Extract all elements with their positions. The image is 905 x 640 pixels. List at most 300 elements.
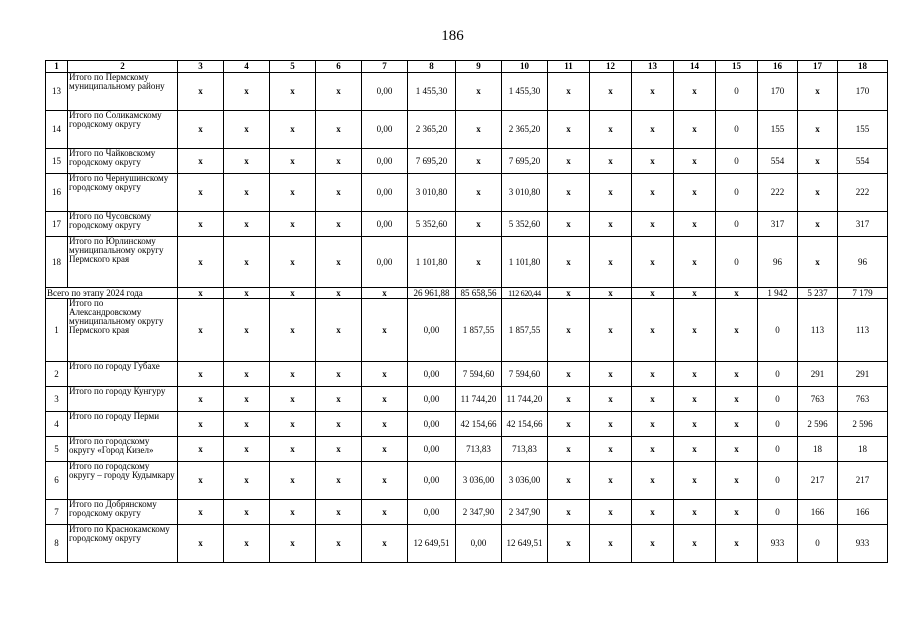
cell: x <box>178 412 224 437</box>
row-number: 5 <box>46 437 68 462</box>
cell: 5 352,60 <box>408 212 456 237</box>
cell: 0 <box>716 237 758 288</box>
cell: x <box>590 111 632 149</box>
cell: x <box>798 237 838 288</box>
cell: x <box>674 387 716 412</box>
cell: 2 347,90 <box>502 500 548 525</box>
cell: 0 <box>758 387 798 412</box>
cell: 155 <box>758 111 798 149</box>
column-header: 4 <box>224 61 270 73</box>
cell: x <box>632 387 674 412</box>
cell: x <box>270 387 316 412</box>
cell: x <box>590 462 632 500</box>
cell: 96 <box>838 237 888 288</box>
cell: x <box>178 299 224 362</box>
cell: x <box>224 212 270 237</box>
cell: x <box>716 362 758 387</box>
cell: 222 <box>838 174 888 212</box>
cell: x <box>674 362 716 387</box>
column-header: 6 <box>316 61 362 73</box>
cell: x <box>224 437 270 462</box>
cell: 96 <box>758 237 798 288</box>
cell: x <box>362 412 408 437</box>
cell: x <box>632 149 674 174</box>
cell: x <box>178 237 224 288</box>
cell: 0,00 <box>362 149 408 174</box>
cell: x <box>632 437 674 462</box>
cell: 217 <box>798 462 838 500</box>
cell: x <box>548 212 590 237</box>
cell: x <box>548 387 590 412</box>
cell: 0,00 <box>408 437 456 462</box>
cell: x <box>798 174 838 212</box>
row-name: Итого по Чернушинскому городскому округу <box>68 174 178 212</box>
table-row <box>46 73 888 111</box>
cell: 0,00 <box>408 500 456 525</box>
cell: 554 <box>758 149 798 174</box>
cell: x <box>548 500 590 525</box>
cell: x <box>362 525 408 563</box>
cell: x <box>674 299 716 362</box>
cell: x <box>632 362 674 387</box>
cell: 3 010,80 <box>502 174 548 212</box>
cell: 42 154,66 <box>456 412 502 437</box>
cell: 0 <box>716 111 758 149</box>
cell: x <box>178 73 224 111</box>
row-name: Итого по Соликамскому городскому округу <box>68 111 178 149</box>
cell: x <box>590 237 632 288</box>
column-header: 3 <box>178 61 224 73</box>
cell: 2 347,90 <box>456 500 502 525</box>
allocation-table <box>45 60 888 563</box>
cell: x <box>178 111 224 149</box>
row-number: 7 <box>46 500 68 525</box>
table-row <box>46 174 888 212</box>
cell: x <box>590 149 632 174</box>
cell: x <box>316 288 362 299</box>
cell: x <box>590 212 632 237</box>
row-name: Итого по городскому округу – городу Кудымкару <box>68 462 178 500</box>
cell: 18 <box>798 437 838 462</box>
cell: x <box>316 500 362 525</box>
cell: x <box>632 500 674 525</box>
cell: x <box>674 111 716 149</box>
cell: x <box>632 73 674 111</box>
cell: x <box>178 212 224 237</box>
cell: x <box>178 174 224 212</box>
column-header: 15 <box>716 61 758 73</box>
cell: x <box>270 500 316 525</box>
cell: x <box>590 288 632 299</box>
column-header: 13 <box>632 61 674 73</box>
cell: 12 649,51 <box>502 525 548 563</box>
cell: 0,00 <box>408 387 456 412</box>
cell: x <box>362 362 408 387</box>
cell: 1 455,30 <box>502 73 548 111</box>
column-header: 17 <box>798 61 838 73</box>
row-number: 17 <box>46 212 68 237</box>
cell: x <box>224 111 270 149</box>
cell: 5 352,60 <box>502 212 548 237</box>
column-header: 18 <box>838 61 888 73</box>
cell: x <box>632 299 674 362</box>
cell: x <box>632 462 674 500</box>
row-number: 8 <box>46 525 68 563</box>
cell: x <box>316 387 362 412</box>
cell: x <box>224 462 270 500</box>
row-name: Итого по городу Перми <box>68 412 178 437</box>
cell: x <box>224 73 270 111</box>
row-number: 3 <box>46 387 68 412</box>
cell: x <box>270 174 316 212</box>
cell: 0,00 <box>408 299 456 362</box>
cell: x <box>674 73 716 111</box>
cell: x <box>456 111 502 149</box>
cell: x <box>674 237 716 288</box>
cell: x <box>456 73 502 111</box>
cell: x <box>224 299 270 362</box>
cell: x <box>270 299 316 362</box>
table-row <box>46 149 888 174</box>
cell: 166 <box>838 500 888 525</box>
column-header: 2 <box>68 61 178 73</box>
cell: 317 <box>758 212 798 237</box>
cell: 85 658,56 <box>456 288 502 299</box>
cell: x <box>674 149 716 174</box>
cell: x <box>270 362 316 387</box>
cell: x <box>548 437 590 462</box>
cell: x <box>270 212 316 237</box>
cell: x <box>178 288 224 299</box>
row-number: 15 <box>46 149 68 174</box>
cell: 26 961,88 <box>408 288 456 299</box>
cell: 1 101,80 <box>408 237 456 288</box>
row-name: Итого по Александровскому муниципальному округу Пермского края <box>68 299 178 362</box>
cell: x <box>224 500 270 525</box>
cell: x <box>674 500 716 525</box>
cell: x <box>798 149 838 174</box>
cell: x <box>548 462 590 500</box>
cell: 2 596 <box>838 412 888 437</box>
cell: 155 <box>838 111 888 149</box>
table-row <box>46 299 888 362</box>
cell: x <box>548 174 590 212</box>
cell: x <box>224 362 270 387</box>
cell: x <box>590 437 632 462</box>
cell: 11 744,20 <box>456 387 502 412</box>
cell: x <box>632 212 674 237</box>
cell: x <box>178 149 224 174</box>
column-header: 1 <box>46 61 68 73</box>
table-row <box>46 362 888 387</box>
cell: 7 594,60 <box>502 362 548 387</box>
cell: 0,00 <box>408 462 456 500</box>
cell: x <box>270 111 316 149</box>
cell: x <box>632 237 674 288</box>
cell: 1 101,80 <box>502 237 548 288</box>
cell: 1 857,55 <box>456 299 502 362</box>
cell: 7 179 <box>838 288 888 299</box>
cell: 217 <box>838 462 888 500</box>
row-number: 13 <box>46 73 68 111</box>
cell: x <box>316 149 362 174</box>
cell: x <box>316 237 362 288</box>
cell: x <box>224 174 270 212</box>
cell: x <box>716 412 758 437</box>
cell: x <box>270 437 316 462</box>
cell: 0 <box>716 212 758 237</box>
cell: 0,00 <box>456 525 502 563</box>
cell: x <box>178 462 224 500</box>
cell: 0,00 <box>362 237 408 288</box>
cell: x <box>456 174 502 212</box>
cell: 0 <box>758 437 798 462</box>
cell: 7 695,20 <box>502 149 548 174</box>
cell: x <box>716 462 758 500</box>
row-name: Итого по Юрлинскому муниципальному округу Пермского края <box>68 237 178 288</box>
cell: 7 695,20 <box>408 149 456 174</box>
cell: x <box>316 412 362 437</box>
cell: x <box>316 437 362 462</box>
cell: x <box>548 149 590 174</box>
cell: x <box>590 500 632 525</box>
cell: x <box>362 462 408 500</box>
cell: x <box>674 437 716 462</box>
cell: x <box>224 237 270 288</box>
cell: 112 620,44 <box>502 288 548 299</box>
cell: x <box>716 525 758 563</box>
cell: 166 <box>798 500 838 525</box>
table-row <box>46 412 888 437</box>
cell: x <box>316 462 362 500</box>
cell: x <box>270 149 316 174</box>
row-name: Итого по городу Кунгуру <box>68 387 178 412</box>
column-header: 12 <box>590 61 632 73</box>
cell: x <box>674 412 716 437</box>
cell: x <box>632 525 674 563</box>
cell: 0 <box>758 362 798 387</box>
cell: 0,00 <box>362 212 408 237</box>
cell: x <box>178 362 224 387</box>
cell: 2 365,20 <box>408 111 456 149</box>
cell: 11 744,20 <box>502 387 548 412</box>
cell: 3 036,00 <box>502 462 548 500</box>
cell: x <box>178 500 224 525</box>
cell: 3 010,80 <box>408 174 456 212</box>
cell: x <box>270 288 316 299</box>
cell: x <box>548 237 590 288</box>
cell: 0 <box>758 500 798 525</box>
cell: x <box>590 73 632 111</box>
column-number-row <box>46 61 888 73</box>
cell: 18 <box>838 437 888 462</box>
cell: x <box>548 288 590 299</box>
row-number: 14 <box>46 111 68 149</box>
cell: x <box>316 362 362 387</box>
row-number: 16 <box>46 174 68 212</box>
cell: x <box>590 412 632 437</box>
cell: x <box>674 525 716 563</box>
cell: x <box>362 437 408 462</box>
cell: x <box>548 525 590 563</box>
row-number: 1 <box>46 299 68 362</box>
cell: 7 594,60 <box>456 362 502 387</box>
cell: x <box>632 412 674 437</box>
cell: x <box>798 111 838 149</box>
cell: 0 <box>716 149 758 174</box>
row-number: 6 <box>46 462 68 500</box>
cell: x <box>316 111 362 149</box>
cell: x <box>716 437 758 462</box>
cell: 291 <box>838 362 888 387</box>
cell: x <box>362 387 408 412</box>
column-header: 10 <box>502 61 548 73</box>
cell: x <box>674 462 716 500</box>
cell: 2 365,20 <box>502 111 548 149</box>
cell: x <box>590 387 632 412</box>
cell: x <box>178 387 224 412</box>
cell: x <box>716 299 758 362</box>
cell: x <box>548 362 590 387</box>
row-name: Итого по Чусовскому городскому округу <box>68 212 178 237</box>
cell: x <box>674 174 716 212</box>
cell: 0 <box>758 412 798 437</box>
cell: x <box>316 73 362 111</box>
cell: x <box>548 73 590 111</box>
cell: 113 <box>838 299 888 362</box>
cell: x <box>548 111 590 149</box>
row-name: Итого по Краснокамскому городскому округу <box>68 525 178 563</box>
row-name: Итого по Пермскому муниципальному району <box>68 73 178 111</box>
row-name: Итого по городу Губахе <box>68 362 178 387</box>
cell: x <box>224 149 270 174</box>
cell: x <box>590 525 632 563</box>
cell: x <box>590 299 632 362</box>
cell: x <box>224 288 270 299</box>
cell: 0 <box>758 299 798 362</box>
cell: x <box>674 288 716 299</box>
cell: x <box>224 525 270 563</box>
cell: 3 036,00 <box>456 462 502 500</box>
cell: 713,83 <box>502 437 548 462</box>
cell: x <box>548 412 590 437</box>
cell: x <box>224 387 270 412</box>
row-name: Итого по городскому округу «Город Кизел» <box>68 437 178 462</box>
cell: x <box>270 462 316 500</box>
table-row <box>46 437 888 462</box>
cell: 933 <box>758 525 798 563</box>
column-header: 8 <box>408 61 456 73</box>
column-header: 9 <box>456 61 502 73</box>
cell: x <box>362 288 408 299</box>
cell: x <box>632 111 674 149</box>
column-header: 5 <box>270 61 316 73</box>
cell: 0,00 <box>362 174 408 212</box>
row-number: 18 <box>46 237 68 288</box>
table-row <box>46 111 888 149</box>
cell: x <box>316 525 362 563</box>
cell: 0 <box>716 73 758 111</box>
column-header: 14 <box>674 61 716 73</box>
row-name: Итого по Добрянскому городскому округу <box>68 500 178 525</box>
cell: 0 <box>758 462 798 500</box>
column-header: 7 <box>362 61 408 73</box>
cell: x <box>456 149 502 174</box>
cell: 1 942 <box>758 288 798 299</box>
row-number: 4 <box>46 412 68 437</box>
cell: x <box>178 525 224 563</box>
table-row <box>46 387 888 412</box>
cell: x <box>270 73 316 111</box>
cell: x <box>716 387 758 412</box>
cell: 317 <box>838 212 888 237</box>
cell: x <box>590 362 632 387</box>
cell: 12 649,51 <box>408 525 456 563</box>
cell: 2 596 <box>798 412 838 437</box>
cell: x <box>632 288 674 299</box>
cell: x <box>798 212 838 237</box>
cell: x <box>362 500 408 525</box>
cell: 933 <box>838 525 888 563</box>
cell: 0 <box>716 174 758 212</box>
cell: x <box>456 237 502 288</box>
cell: 1 857,55 <box>502 299 548 362</box>
table-row <box>46 500 888 525</box>
cell: 170 <box>838 73 888 111</box>
cell: x <box>316 299 362 362</box>
table-row <box>46 525 888 563</box>
table-row <box>46 237 888 288</box>
total-label: Всего по этапу 2024 года <box>46 288 178 299</box>
table-row <box>46 462 888 500</box>
cell: x <box>316 212 362 237</box>
cell: 0,00 <box>408 362 456 387</box>
cell: x <box>798 73 838 111</box>
cell: 1 455,30 <box>408 73 456 111</box>
cell: 0,00 <box>362 111 408 149</box>
cell: 0,00 <box>362 73 408 111</box>
column-header: 11 <box>548 61 590 73</box>
cell: 5 237 <box>798 288 838 299</box>
cell: x <box>674 212 716 237</box>
cell: x <box>270 525 316 563</box>
cell: 170 <box>758 73 798 111</box>
row-number: 2 <box>46 362 68 387</box>
cell: 113 <box>798 299 838 362</box>
page-number: 186 <box>441 28 464 44</box>
cell: x <box>362 299 408 362</box>
cell: 713,83 <box>456 437 502 462</box>
cell: 0,00 <box>408 412 456 437</box>
table-row <box>46 212 888 237</box>
cell: 222 <box>758 174 798 212</box>
cell: x <box>590 174 632 212</box>
cell: x <box>456 212 502 237</box>
row-name: Итого по Чайковскому городскому округу <box>68 149 178 174</box>
cell: x <box>270 237 316 288</box>
cell: 0 <box>798 525 838 563</box>
column-header: 16 <box>758 61 798 73</box>
cell: 291 <box>798 362 838 387</box>
cell: 763 <box>798 387 838 412</box>
cell: 763 <box>838 387 888 412</box>
cell: x <box>224 412 270 437</box>
cell: x <box>716 288 758 299</box>
cell: 42 154,66 <box>502 412 548 437</box>
cell: 554 <box>838 149 888 174</box>
cell: x <box>548 299 590 362</box>
cell: x <box>178 437 224 462</box>
